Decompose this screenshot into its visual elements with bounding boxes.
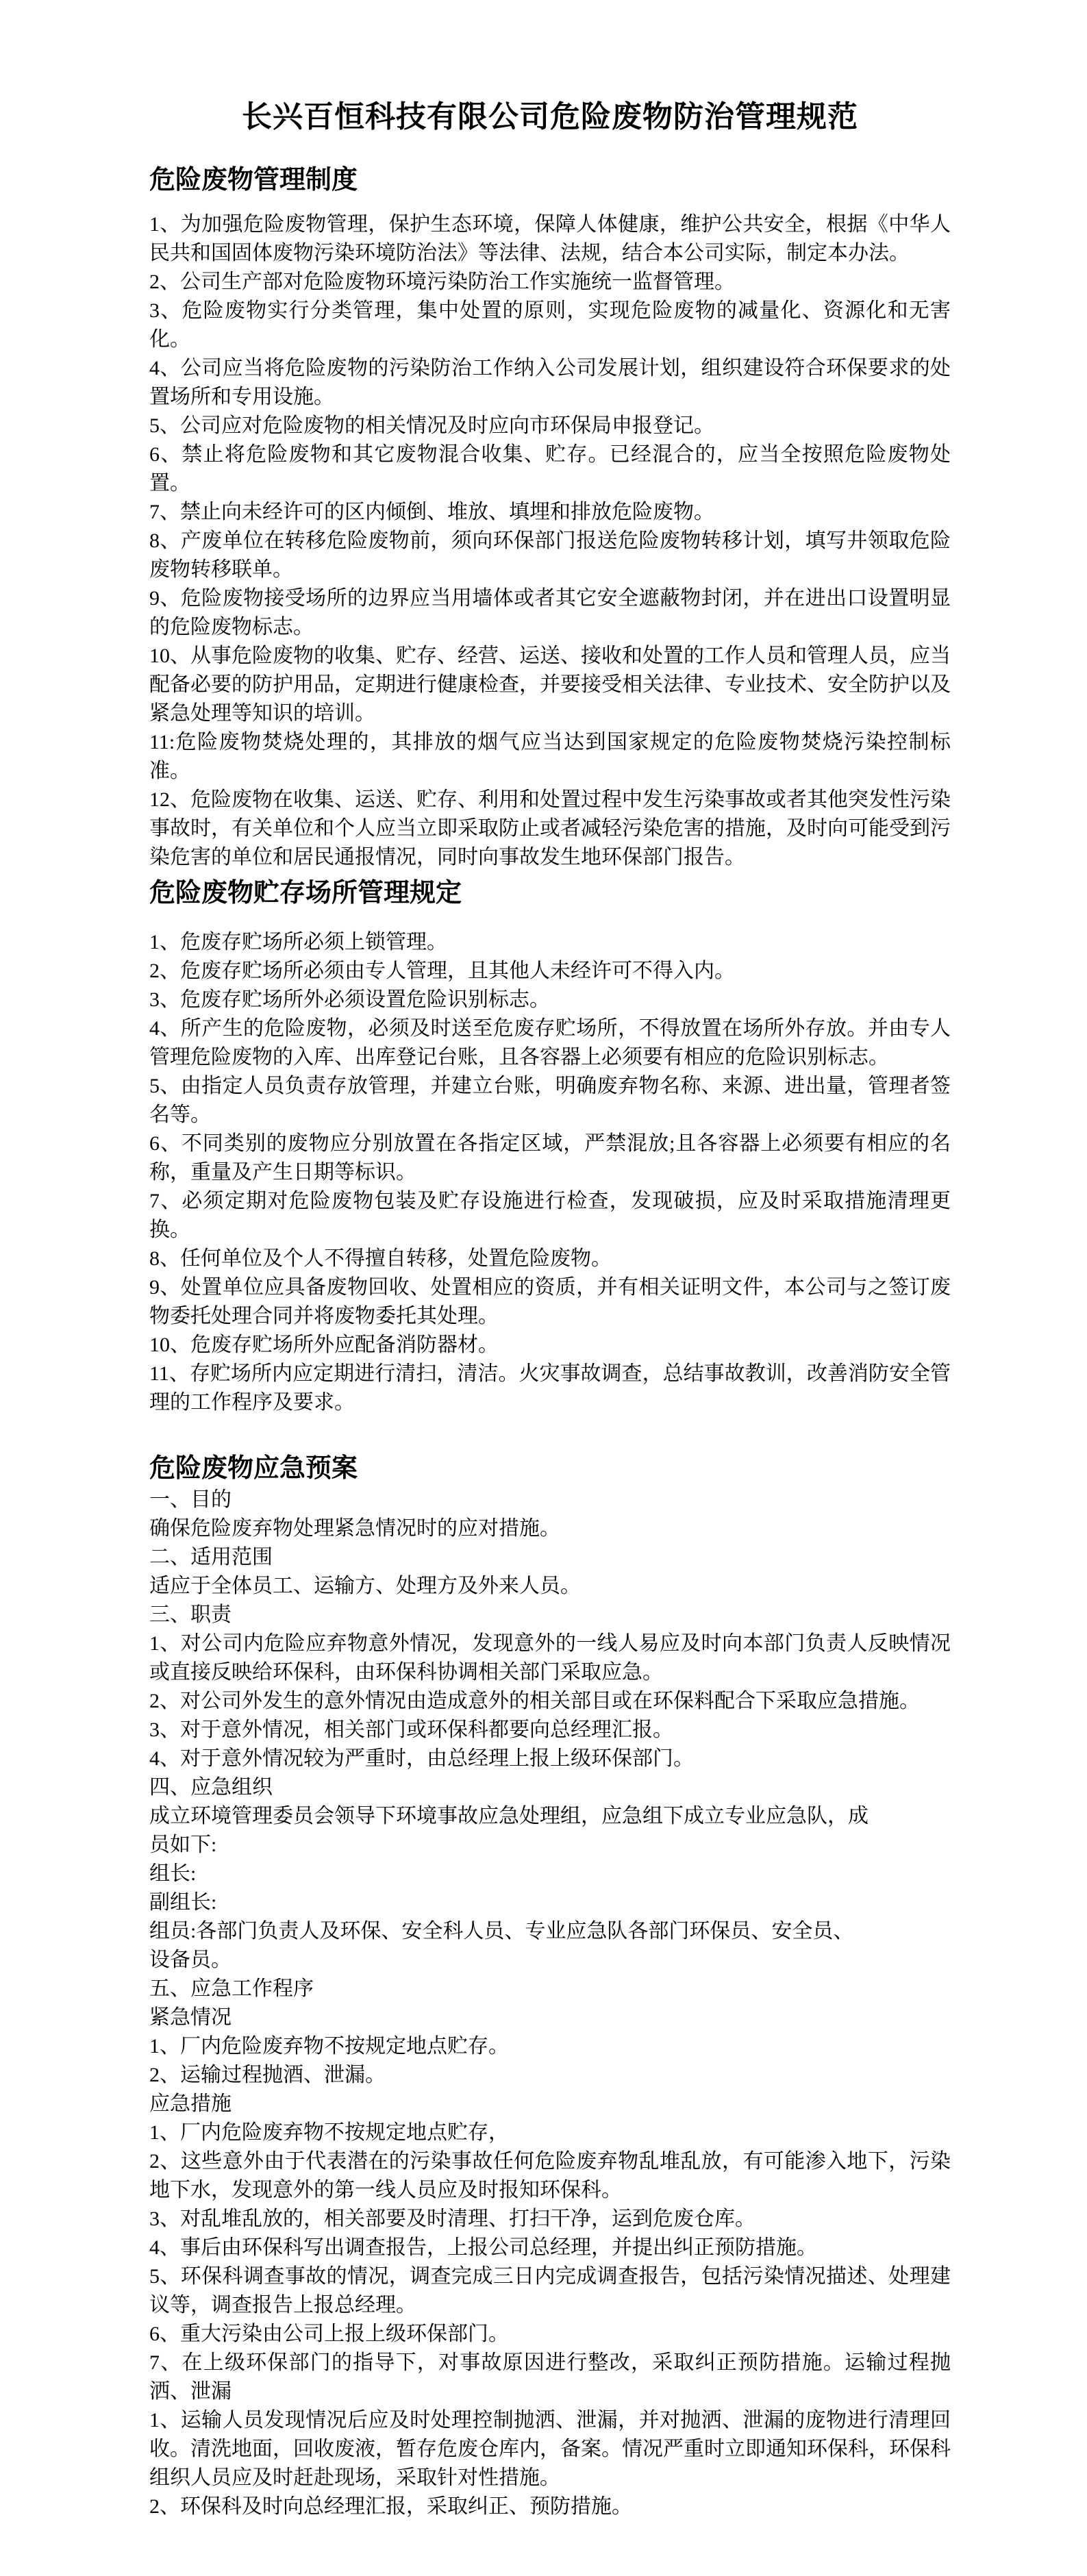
section: [149, 164, 951, 872]
paragraph: 5、公司应对危险废物的相关情况及时应向市环保局申报登记。: [149, 414, 714, 437]
paragraph: 12、危险废物在收集、运送、贮存、利用和处置过程中发生污染事故或者其他突发性污染事故时，有关单位和个人应当立即采取防止或者减轻污染危害的措施，及时向可能受到污染危害的单位和居民通报情况，同时向事故发生地环保部门报告。: [149, 788, 951, 868]
paragraph: 3、对于意外情况，相关部门或环保科都要向总经理汇报。: [149, 1718, 673, 1741]
paragraph: 3、危险废物实行分类管理，集中处置的原则，实现危险废物的减量化、资源化和无害化。: [149, 299, 951, 351]
paragraph: 6、重大污染由公司上报上级环保部门。: [149, 2323, 509, 2345]
paragraph: 1、为加强危险废物管理，保护生态环境，保障人体健康，维护公共安全，根据《中华人民共和国固体废物污染环境防治法》等法律、法规，结合本公司实际，制定本办法。: [149, 213, 951, 264]
paragraph: 二、适用范围: [149, 1546, 273, 1568]
paragraph: 1、对公司内危险应弃物意外情况，发现意外的一线人易应及时向本部门负责人反映情况或直接反映给环保科，由环保科协调相关部门采取应急。: [149, 1632, 951, 1684]
paragraph: 设备员。: [149, 1949, 232, 1971]
sections-container: [149, 164, 951, 2521]
paragraph: 适应于全体员工、运输方、处理方及外来人员。: [149, 1575, 581, 1597]
paragraph: 3、危废存贮场所外必须设置危险识别标志。: [149, 988, 550, 1011]
paragraph: 4、所产生的危险废物，必须及时送至危废存贮场所，不得放置在场所外存放。并由专人管理危险废物的入库、出库登记台账，且各容器上必须要有相应的危险识别标志。: [149, 1017, 951, 1068]
paragraph: 9、危险废物接受场所的边界应当用墙体或者其它安全遮蔽物封闭，并在进出口设置明显的危险废物标志。: [149, 587, 951, 638]
paragraph: 1、厂内危险废弃物不按规定地点贮存。: [149, 2035, 509, 2058]
paragraph: 一、目的: [149, 1488, 232, 1511]
paragraph: 五、应急工作程序: [149, 1977, 314, 2000]
paragraph: 组员:各部门负责人及环保、安全科人员、专业应急队各部门环保员、安全员、: [149, 1920, 854, 1942]
paragraph: 11、存贮场所内应定期进行清扫，清洁。火灾事故调查，总结事故教训，改善消防安全管理的工作程序及要求。: [149, 1362, 951, 1414]
section: [149, 877, 951, 1417]
paragraph: 确保危险废弃物处理紧急情况时的应对措施。: [149, 1517, 560, 1540]
paragraph: 8、产废单位在转移危险废物前，须向环保部门报送危险废物转移计划，填写井领取危险废物转移联单。: [149, 529, 951, 581]
section-body: [149, 928, 951, 1417]
paragraph: 4、事后由环保科写出调查报告，上报公司总经理，并提出纠正预防措施。: [149, 2236, 817, 2259]
paragraph: 3、对乱堆乱放的，相关部要及时清理、打扫干净，运到危废仓库。: [149, 2208, 755, 2230]
paragraph: 11:危险废物焚烧处理的，其排放的烟气应当达到国家规定的危险废物焚烧污染控制标准。: [149, 731, 951, 782]
paragraph: 1、危废存贮场所必须上锁管理。: [149, 931, 447, 953]
paragraph: 6、禁止将危险废物和其它废物混合收集、贮存。已经混合的，应当全按照危险废物处置。: [149, 443, 951, 495]
section-heading: 危险废物应急预案: [149, 1454, 358, 1483]
paragraph: 10、从事危险废物的收集、贮存、经营、运送、接收和处置的工作人员和管理人员，应当配备必要的防护用品，定期进行健康检查，并要接受相关法律、专业技术、安全防护以及紧急处理等知识的培训。: [149, 645, 951, 725]
paragraph: 四、应急组织: [149, 1776, 273, 1799]
paragraph: 1、运输人员发现情况后应及时处理控制抛洒、泄漏，并对抛洒、泄漏的庞物进行清理回收。清洗地面，回收废液，暂存危废仓库内，备案。情况严重时立即通知环保科，环保科组织人员应及时赶赴现场，采取针对性措施。: [149, 2409, 951, 2489]
section: [149, 1453, 951, 2521]
paragraph: 1、厂内危险废弃物不按规定地点贮存，: [149, 2121, 509, 2144]
document-title: 长兴百恒科技有限公司危险废物防治管理规范: [242, 100, 858, 134]
section-body: [149, 1486, 951, 2521]
paragraph: 4、对于意外情况较为严重时，由总经理上报上级环保部门。: [149, 1747, 694, 1770]
paragraph: 7、禁止向未经许可的区内倾倒、堆放、填埋和排放危险废物。: [149, 501, 714, 523]
paragraph: 应急措施: [149, 2092, 232, 2115]
paragraph: 2、运输过程抛酒、泄漏。: [149, 2064, 386, 2086]
paragraph: 成立环境管理委员会领导下环境事故应急处理组，应急组下成立专业应急队，成: [149, 1805, 869, 1827]
paragraph: 7、必须定期对危险废物包装及贮存设施进行检查，发现破损，应及时采取措施清理更换。: [149, 1190, 951, 1241]
paragraph: 7、在上级环保部门的指导下，对事故原因进行整改，采取纠正预防措施。运输过程抛洒、泄漏: [149, 2351, 951, 2403]
paragraph: 员如下:: [149, 1834, 217, 1856]
section-heading: 危险废物贮存场所管理规定: [149, 879, 462, 908]
paragraph: 5、环保科调查事故的情况，调查完成三日内完成调查报告，包括污染情况描述、处理建议等，调查报告上报总经理。: [149, 2265, 951, 2316]
paragraph: 6、不同类别的废物应分别放置在各指定区域，严禁混放;且各容器上必须要有相应的名称，重量及产生日期等标识。: [149, 1132, 951, 1184]
paragraph: 2、这些意外由于代表潜在的污染事故任何危险废弃物乱堆乱放，有可能渗入地下，污染地下水，发现意外的第一线人员应及时报知环保科。: [149, 2150, 951, 2201]
paragraph: 组长:: [149, 1862, 197, 1885]
paragraph: 2、环保科及时向总经理汇报，采取纠正、预防措施。: [149, 2495, 632, 2518]
paragraph: 9、处置单位应具备废物回收、处置相应的资质，并有相关证明文件，本公司与之签订废物委托处理合同并将废物委托其处理。: [149, 1276, 951, 1327]
paragraph: 三、职责: [149, 1603, 232, 1626]
section-heading: 危险废物管理制度: [149, 166, 358, 195]
paragraph: 紧急情况: [149, 2006, 232, 2029]
paragraph: 副组长:: [149, 1891, 217, 1914]
paragraph: 2、危废存贮场所必须由专人管理，且其他人未经许可不得入内。: [149, 960, 735, 982]
paragraph: 2、公司生产部对危险废物环境污染防治工作实施统一监督管理。: [149, 271, 735, 293]
section-body: [149, 210, 951, 872]
paragraph: 10、危废存贮场所外应配备消防器材。: [149, 1334, 499, 1356]
paragraph: 4、公司应当将危险废物的污染防治工作纳入公司发展计划，组织建设符合环保要求的处置场所和专用设施。: [149, 357, 951, 408]
paragraph: 8、任何单位及个人不得擅自转移，处置危险废物。: [149, 1247, 612, 1270]
paragraph: 2、对公司外发生的意外情况由造成意外的相关部目或在环保料配合下采取应急措施。: [149, 1690, 920, 1712]
paragraph: 5、由指定人员负责存放管理，并建立台账，明确废弃物名称、来源、进出量，管理者签名等。: [149, 1075, 951, 1126]
